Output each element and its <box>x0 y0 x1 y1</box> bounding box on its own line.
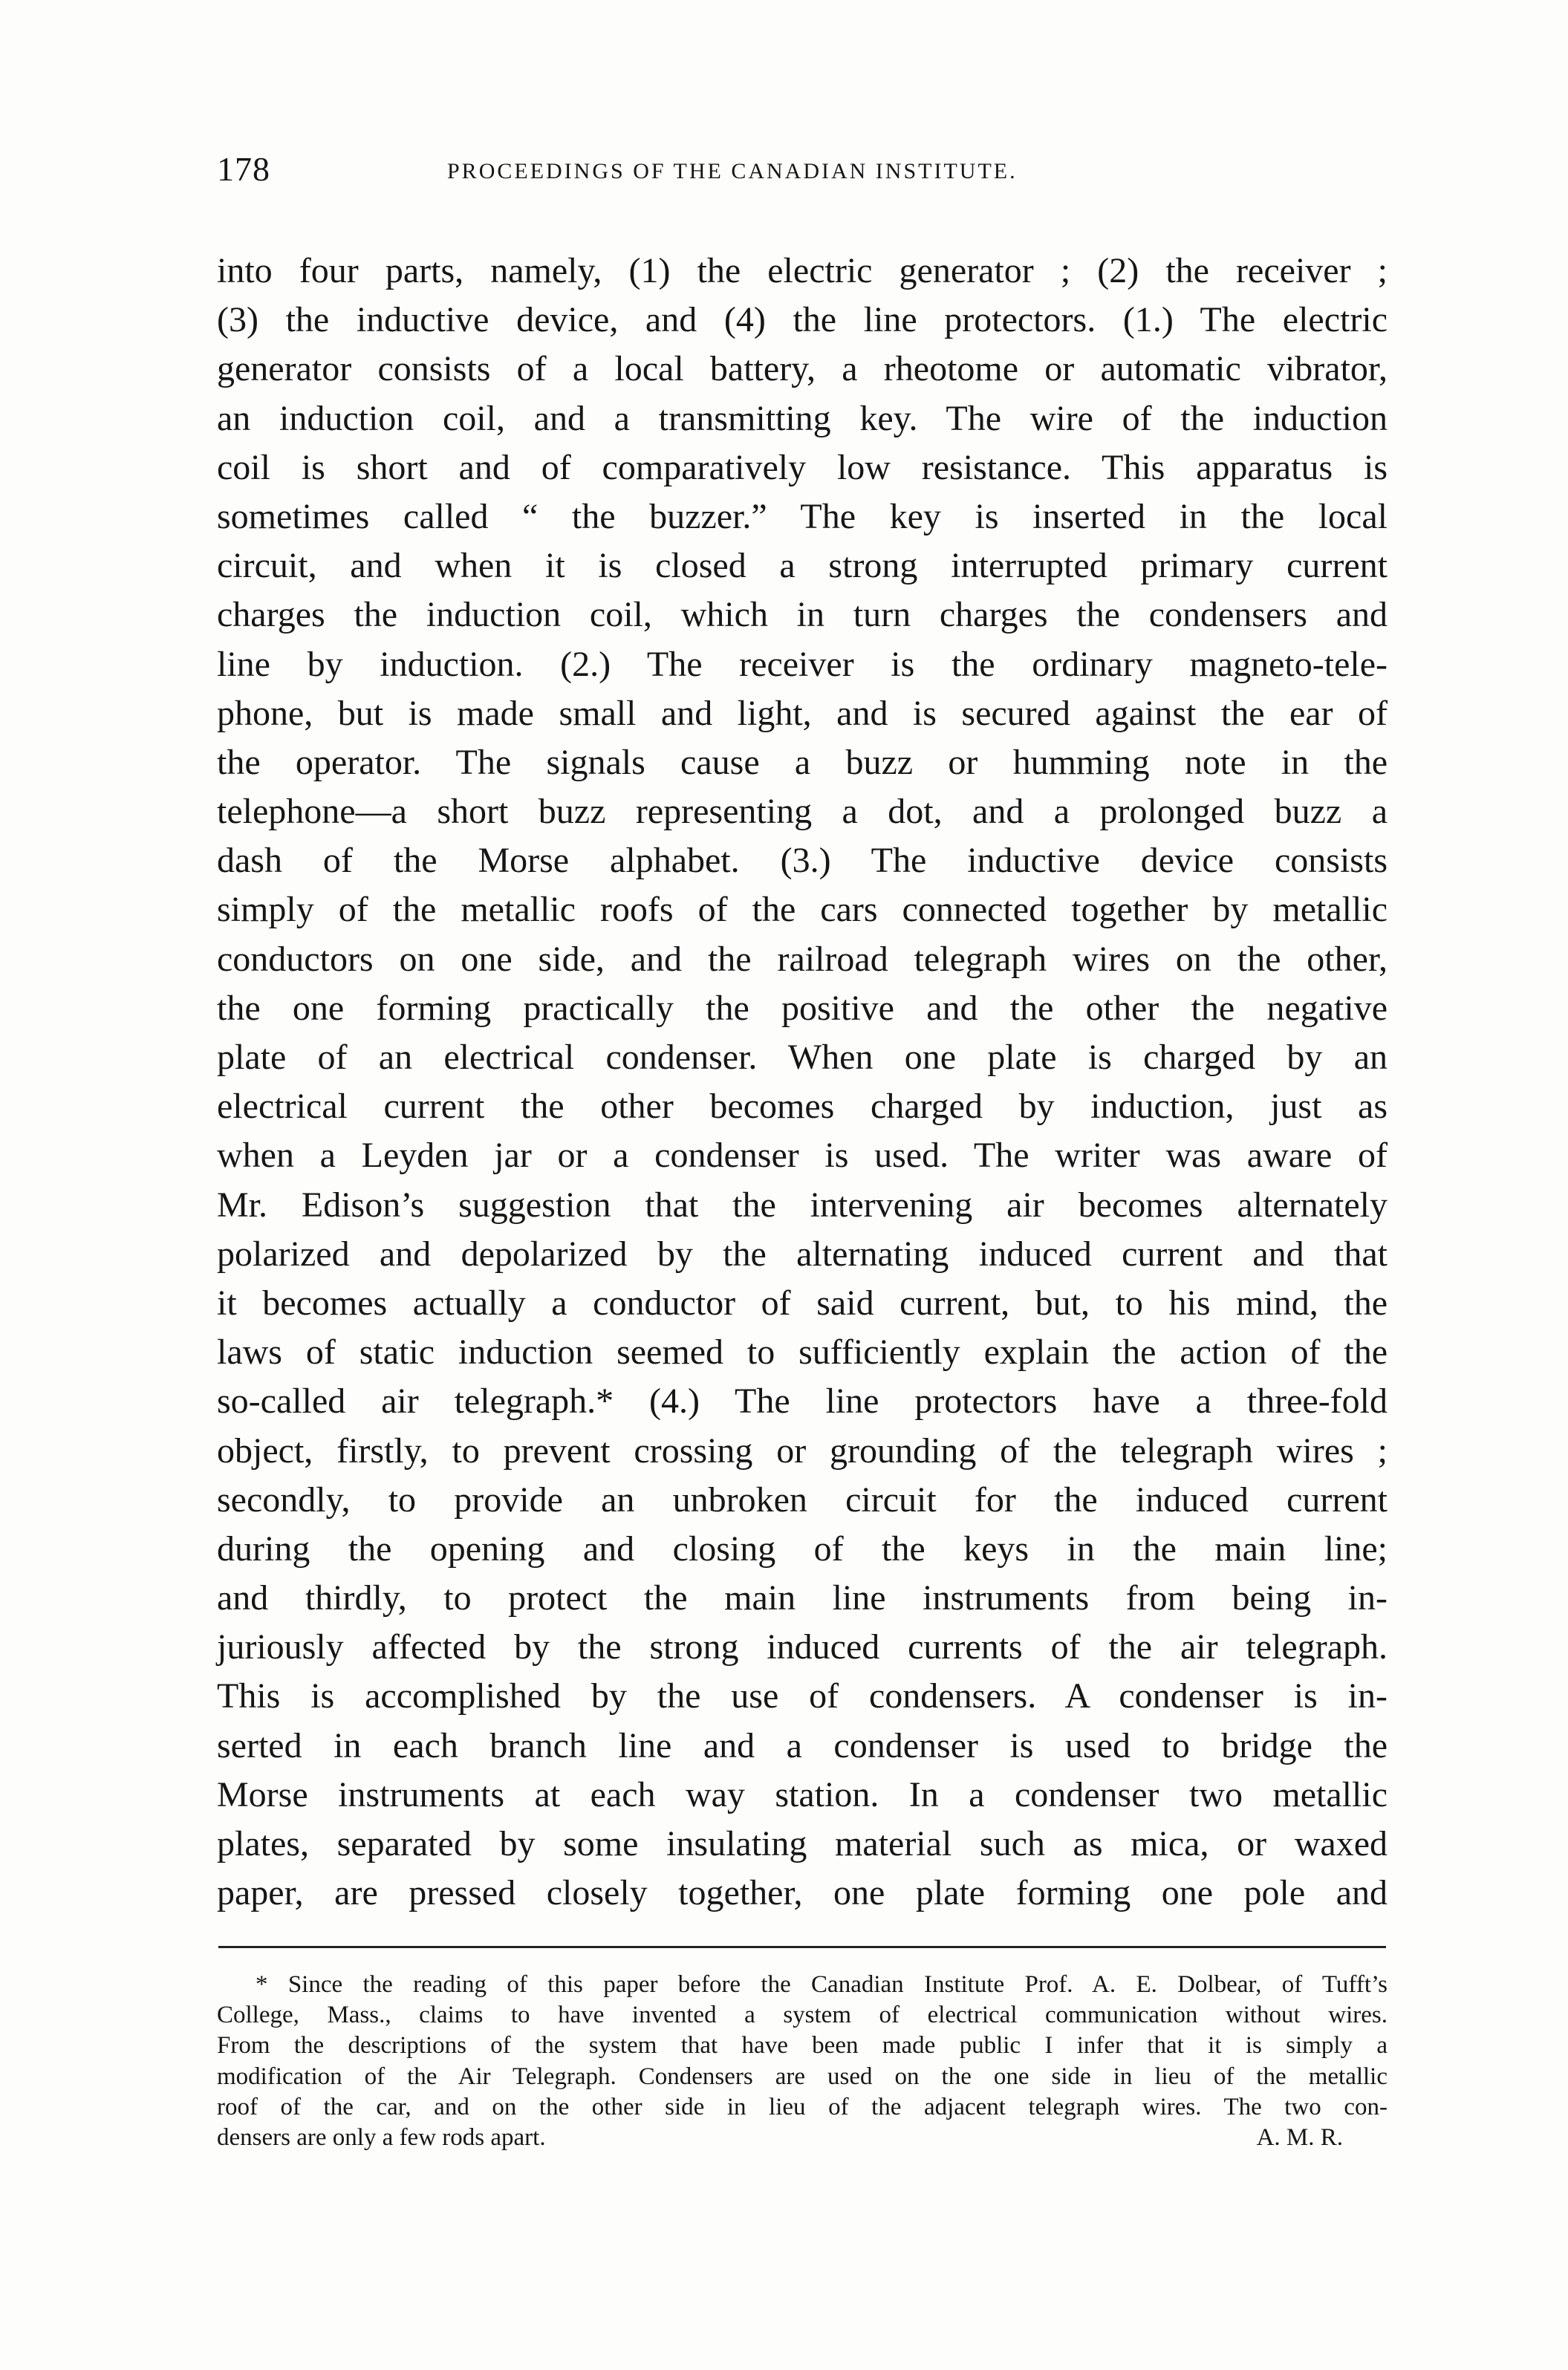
body-line: secondly, to provide an unbroken circuit for the induced current <box>217 1479 1388 1520</box>
footnote-signature: A. M. R. <box>1256 2123 1343 2151</box>
footnote <box>217 1970 1388 2153</box>
body-line: dash of the Morse alphabet. (3.) The inductive device consists <box>217 841 1388 881</box>
footnote-divider <box>218 1946 1386 1948</box>
body-line: This is accomplished by the use of condensers. A condenser is in- <box>217 1676 1388 1716</box>
body-line: coil is short and of comparatively low resistance. This apparatus is <box>217 447 1388 487</box>
running-head: PROCEEDINGS OF THE CANADIAN INSTITUTE. <box>447 159 1018 183</box>
body-line: plate of an electrical condenser. When one plate is charged by an <box>217 1038 1388 1077</box>
body-line: charges the induction coil, which in turn charges the condensers and <box>217 595 1388 635</box>
body-line: phone, but is made small and light, and is secured against the ear of <box>217 693 1388 733</box>
body-line: electrical current the other becomes charged by induction, just as <box>217 1087 1388 1127</box>
body-line: into four parts, namely, (1) the electric generator ; (2) the receiver ; <box>217 251 1388 290</box>
body-line: laws of static induction seemed to sufficiently explain the action of the <box>217 1332 1388 1373</box>
page-header <box>217 147 1386 199</box>
body-line: sometimes called “ the buzzer.” The key is inserted in the local <box>217 496 1388 536</box>
body-line: telephone—a short buzz representing a dot, and a prolonged buzz a <box>217 792 1388 832</box>
body-line: conductors on one side, and the railroad telegraph wires on the other, <box>217 939 1388 979</box>
body-line: and thirdly, to protect the main line instruments from being in- <box>217 1578 1388 1618</box>
body-text <box>217 247 1388 1918</box>
body-line: during the opening and closing of the keys in the main line; <box>217 1529 1388 1569</box>
body-line: generator consists of a local battery, a rheotome or automatic vibrator, <box>217 349 1388 389</box>
body-line: the operator. The signals cause a buzz or humming note in the <box>217 742 1388 782</box>
body-line: line by induction. (2.) The receiver is the ordinary magneto-tele- <box>217 644 1388 684</box>
body-line: object, firstly, to prevent crossing or grounding of the telegraph wires ; <box>217 1430 1388 1471</box>
body-line: juriously affected by the strong induced currents of the air telegraph. <box>217 1627 1388 1667</box>
body-line: the one forming practically the positive and the other the negative <box>217 988 1388 1028</box>
footnote-last-text: densers are only a few rods apart. <box>217 2123 546 2151</box>
body-line: when a Leyden jar or a condenser is used. The writer was aware of <box>217 1136 1388 1176</box>
body-line: Morse instruments at each way station. In a condenser two metallic <box>217 1774 1388 1814</box>
body-line: plates, separated by some insulating material such as mica, or waxed <box>217 1824 1388 1863</box>
body-line: simply of the metallic roofs of the cars connected together by metallic <box>217 890 1388 930</box>
footnote-line: College, Mass., claims to have invented a system of electrical communication without wires. <box>217 2002 1388 2029</box>
page-number: 178 <box>217 150 270 188</box>
body-line: serted in each branch line and a condenser is used to bridge the <box>217 1725 1388 1765</box>
footnote-line: * Since the reading of this paper before the Canadian Institute Prof. A. E. Dolbear, of Tufft’s <box>256 1971 1388 1998</box>
footnote-line: roof of the car, and on the other side in lieu of the adjacent telegraph wires. The two con- <box>217 2093 1388 2120</box>
body-line: an induction coil, and a transmitting key. The wire of the induction <box>217 398 1388 438</box>
body-line: it becomes actually a conductor of said current, but, to his mind, the <box>217 1283 1388 1323</box>
body-line: polarized and depolarized by the alternating induced current and that <box>217 1234 1388 1274</box>
footnote-line: From the descriptions of the system that have been made public I infer that it is simply a <box>217 2032 1388 2060</box>
footnote-line: modification of the Air Telegraph. Condensers are used on the one side in lieu of the metallic <box>217 2063 1388 2090</box>
body-line: paper, are pressed closely together, one plate forming one pole and <box>217 1873 1388 1913</box>
footnote-last-line <box>217 2123 1388 2153</box>
body-line: Mr. Edison’s suggestion that the intervening air becomes alternately <box>217 1185 1388 1225</box>
body-line: (3) the inductive device, and (4) the line protectors. (1.) The electric <box>217 300 1388 340</box>
body-line: so-called air telegraph.* (4.) The line protectors have a three-fold <box>217 1381 1388 1422</box>
body-line: circuit, and when it is closed a strong interrupted primary current <box>217 546 1388 586</box>
